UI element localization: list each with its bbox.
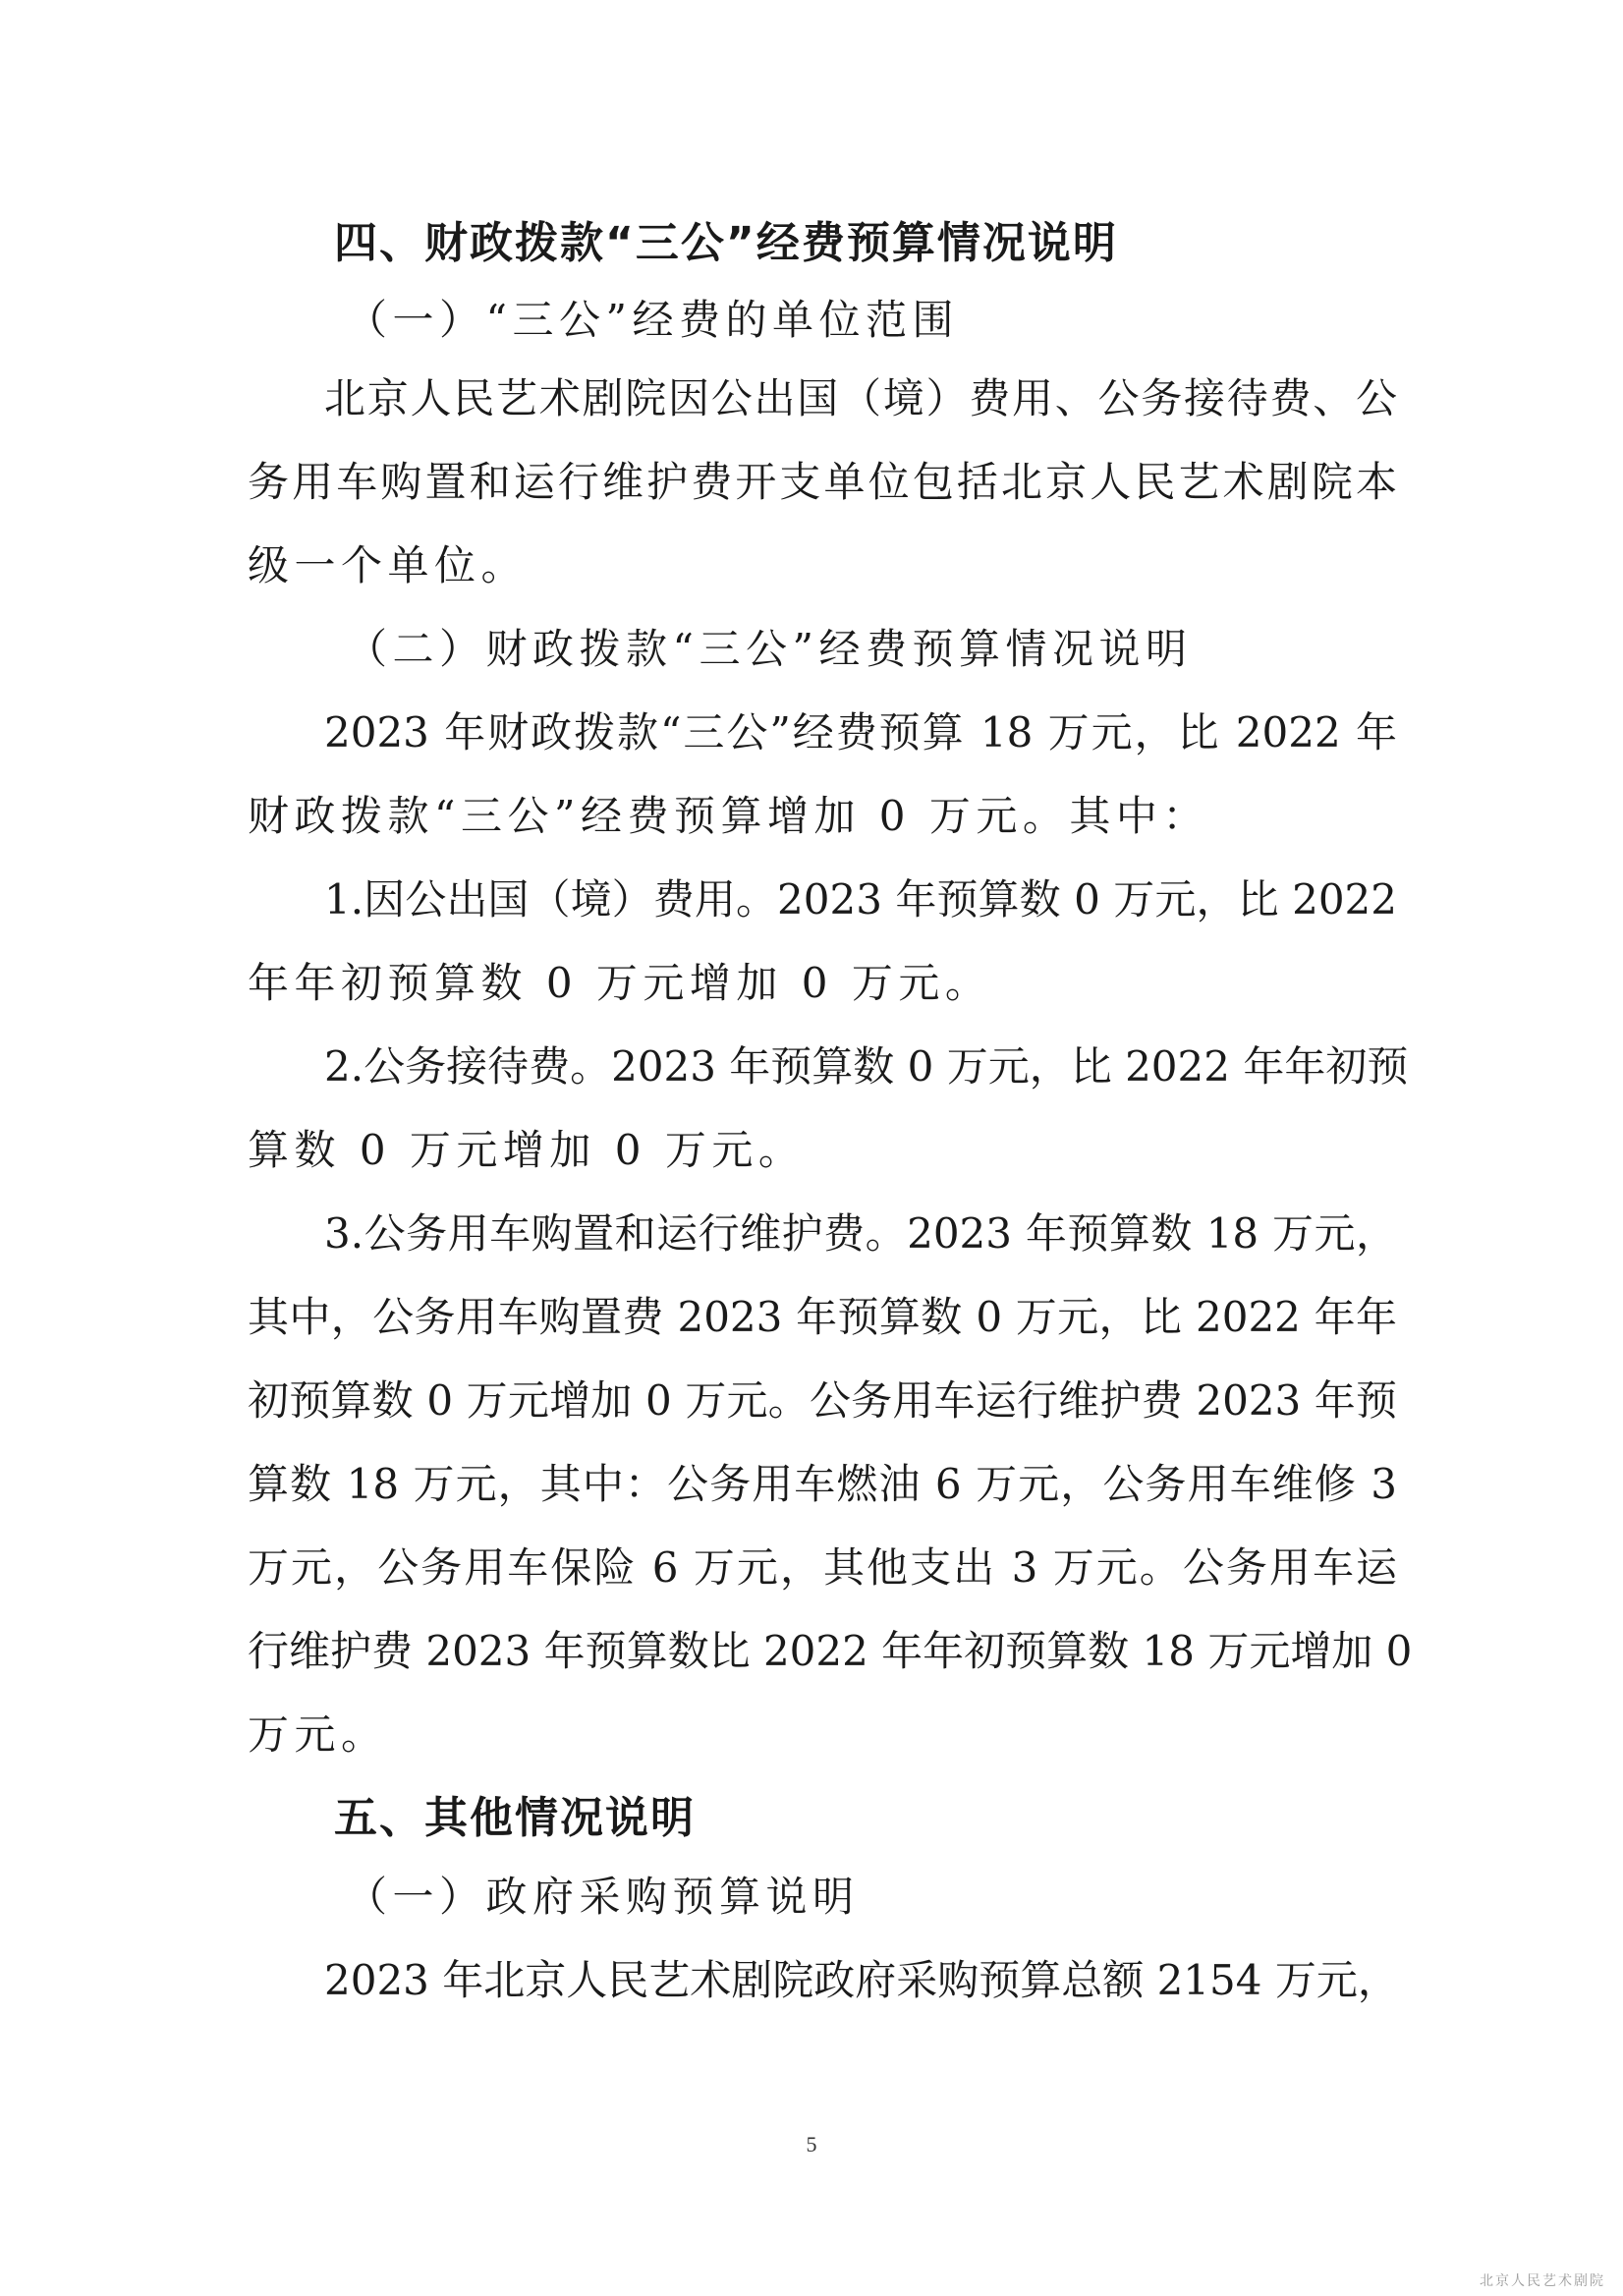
section-4-sub1-heading: （一）“三公”经费的单位范围 [346,296,959,344]
list-item-3-line: 其中，公务用车购置费 2023 年预算数 0 万元，比 2022 年年 [248,1293,1397,1341]
list-item-3-line: 初预算数 0 万元增加 0 万元。公务用车运行维护费 2023 年预 [248,1376,1397,1425]
section-4-sub2-heading: （二）财政拨款“三公”经费预算情况说明 [346,625,1193,673]
paragraph-line: 级一个单位。 [248,541,529,589]
section-5-sub1-heading: （一）政府采购预算说明 [346,1873,860,1921]
list-item-3-line: 万元，公务用车保险 6 万元，其他支出 3 万元。公务用车运 [248,1543,1397,1592]
paragraph-line: 2023 年北京人民艺术剧院政府采购预算总额 2154 万元， [324,1956,1399,2004]
list-item-1-line: 1.因公出国（境）费用。2023 年预算数 0 万元，比 2022 [324,875,1397,924]
list-item-1-line: 年年初预算数 0 万元增加 0 万元。 [248,959,992,1007]
paragraph-line: 2023 年财政拨款“三公”经费预算 18 万元，比 2022 年 [324,708,1397,756]
section-5-heading: 五、其他情况说明 [334,1793,696,1843]
watermark-logo: 北京人民艺术剧院 [1480,2273,1605,2289]
list-item-2-line: 算数 0 万元增加 0 万元。 [248,1126,806,1174]
list-item-2-line: 2.公务接待费。2023 年预算数 0 万元，比 2022 年年初预 [324,1042,1409,1091]
list-item-3-line: 行维护费 2023 年预算数比 2022 年年初预算数 18 万元增加 0 [248,1627,1413,1675]
paragraph-line: 北京人民艺术剧院因公出国（境）费用、公务接待费、公 [324,374,1397,422]
paragraph-line: 务用车购置和运行维护费开支单位包括北京人民艺术剧院本 [248,458,1397,506]
list-item-3-line: 万元。 [248,1710,388,1759]
page-number: 5 [806,2132,817,2156]
section-4-heading: 四、财政拨款“三公”经费预算情况说明 [334,218,1118,268]
list-item-3-line: 3.公务用车购置和运行维护费。2023 年预算数 18 万元， [324,1209,1397,1258]
list-item-3-line: 算数 18 万元，其中：公务用车燃油 6 万元，公务用车维修 3 [248,1460,1397,1508]
paragraph-line: 财政拨款“三公”经费预算增加 0 万元。其中： [248,792,1209,840]
